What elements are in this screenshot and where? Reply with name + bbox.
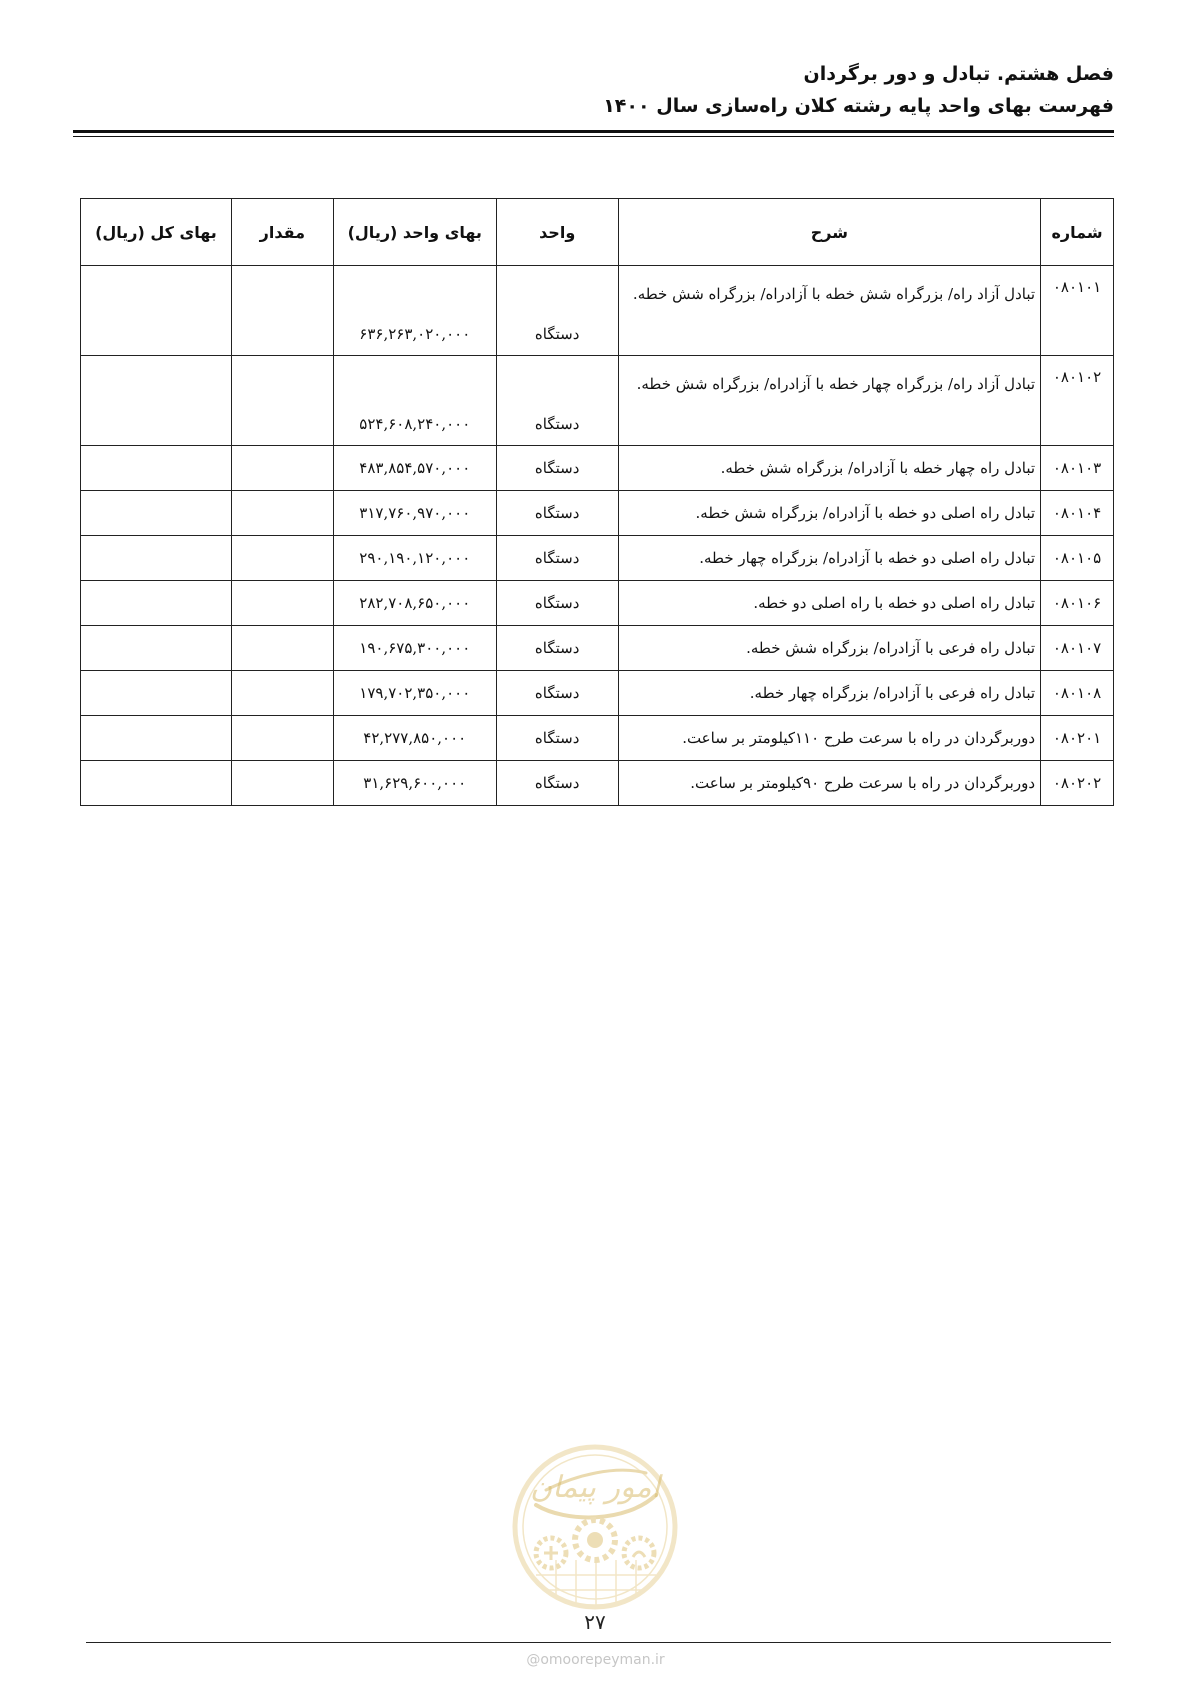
column-header-total-price: بهای کل (ریال)	[81, 199, 232, 266]
item-total-price	[81, 356, 232, 446]
item-unit-price: ۳۱,۶۲۹,۶۰۰,۰۰۰	[333, 761, 496, 806]
page-number: ۲۷	[584, 1610, 606, 1634]
column-header-unit: واحد	[496, 199, 618, 266]
item-number: ۰۸۰۱۰۸	[1041, 671, 1114, 716]
item-unit-price: ۲۸۲,۷۰۸,۶۵۰,۰۰۰	[333, 581, 496, 626]
item-quantity	[231, 446, 333, 491]
document-title: فهرست بهای واحد پایه رشته کلان راه‌سازی سال ۱۴۰۰	[603, 95, 1114, 117]
item-total-price	[81, 491, 232, 536]
item-unit-price: ۵۲۴,۶۰۸,۲۴۰,۰۰۰	[333, 356, 496, 446]
table-row	[81, 536, 1114, 581]
item-unit: دستگاه	[496, 356, 618, 446]
item-description: تبادل راه اصلی دو خطه با راه اصلی دو خطه.	[618, 581, 1040, 626]
item-unit: دستگاه	[496, 716, 618, 761]
item-total-price	[81, 626, 232, 671]
table-row	[81, 581, 1114, 626]
footer-rule	[86, 1642, 1111, 1643]
item-number: ۰۸۰۲۰۱	[1041, 716, 1114, 761]
item-number: ۰۸۰۱۰۳	[1041, 446, 1114, 491]
item-number: ۰۸۰۱۰۷	[1041, 626, 1114, 671]
item-total-price	[81, 536, 232, 581]
item-unit-price: ۱۹۰,۶۷۵,۳۰۰,۰۰۰	[333, 626, 496, 671]
item-description: دوربرگردان در راه با سرعت طرح ۱۱۰کیلومتر بر ساعت.	[618, 716, 1040, 761]
item-quantity	[231, 761, 333, 806]
item-total-price	[81, 761, 232, 806]
logo-text: امور پیمان	[530, 1470, 660, 1505]
item-number: ۰۸۰۱۰۴	[1041, 491, 1114, 536]
item-unit-price: ۴۸۳,۸۵۴,۵۷۰,۰۰۰	[333, 446, 496, 491]
item-number: ۰۸۰۱۰۶	[1041, 581, 1114, 626]
column-header-quantity: مقدار	[231, 199, 333, 266]
item-description: تبادل راه اصلی دو خطه با آزادراه/ بزرگراه چهار خطه.	[618, 536, 1040, 581]
table-row	[81, 491, 1114, 536]
item-total-price	[81, 671, 232, 716]
item-unit: دستگاه	[496, 761, 618, 806]
header-rule-thin	[73, 136, 1114, 137]
item-unit: دستگاه	[496, 626, 618, 671]
item-quantity	[231, 356, 333, 446]
item-number: ۰۸۰۱۰۱	[1041, 266, 1114, 356]
website-watermark: @omoorepeyman.ir	[526, 1652, 665, 1668]
omoorepeyman-logo-watermark	[506, 1435, 684, 1625]
item-quantity	[231, 626, 333, 671]
item-unit-price: ۶۳۶,۲۶۳,۰۲۰,۰۰۰	[333, 266, 496, 356]
table-row	[81, 356, 1114, 446]
item-total-price	[81, 446, 232, 491]
item-unit-price: ۴۲,۲۷۷,۸۵۰,۰۰۰	[333, 716, 496, 761]
item-quantity	[231, 266, 333, 356]
table-row	[81, 446, 1114, 491]
page-header	[73, 58, 1114, 122]
column-header-unit-price: بهای واحد (ریال)	[333, 199, 496, 266]
table-row	[81, 761, 1114, 806]
item-unit: دستگاه	[496, 536, 618, 581]
item-unit-price: ۲۹۰,۱۹۰,۱۲۰,۰۰۰	[333, 536, 496, 581]
item-quantity	[231, 716, 333, 761]
item-description: تبادل راه اصلی دو خطه با آزادراه/ بزرگراه شش خطه.	[618, 491, 1040, 536]
item-quantity	[231, 671, 333, 716]
item-quantity	[231, 491, 333, 536]
table-row	[81, 671, 1114, 716]
item-unit: دستگاه	[496, 581, 618, 626]
item-unit: دستگاه	[496, 446, 618, 491]
table-row	[81, 626, 1114, 671]
item-unit: دستگاه	[496, 266, 618, 356]
item-description: تبادل راه فرعی با آزادراه/ بزرگراه شش خطه.	[618, 626, 1040, 671]
item-quantity	[231, 581, 333, 626]
table-row	[81, 266, 1114, 356]
column-header-number: شماره	[1041, 199, 1114, 266]
item-number: ۰۸۰۱۰۵	[1041, 536, 1114, 581]
item-description: دوربرگردان در راه با سرعت طرح ۹۰کیلومتر بر ساعت.	[618, 761, 1040, 806]
table-row	[81, 716, 1114, 761]
chapter-title: فصل هشتم. تبادل و دور برگردان	[803, 63, 1114, 85]
item-unit: دستگاه	[496, 491, 618, 536]
header-rule-thick	[73, 130, 1114, 133]
column-header-description: شرح	[618, 199, 1040, 266]
item-number: ۰۸۰۲۰۲	[1041, 761, 1114, 806]
item-number: ۰۸۰۱۰۲	[1041, 356, 1114, 446]
item-total-price	[81, 716, 232, 761]
item-quantity	[231, 536, 333, 581]
item-description: تبادل راه چهار خطه با آزادراه/ بزرگراه شش خطه.	[618, 446, 1040, 491]
table-header-row	[81, 199, 1114, 266]
item-total-price	[81, 581, 232, 626]
item-unit-price: ۱۷۹,۷۰۲,۳۵۰,۰۰۰	[333, 671, 496, 716]
item-total-price	[81, 266, 232, 356]
item-unit-price: ۳۱۷,۷۶۰,۹۷۰,۰۰۰	[333, 491, 496, 536]
item-description: تبادل آزاد راه/ بزرگراه شش خطه با آزادراه/ بزرگراه شش خطه.	[618, 266, 1040, 356]
item-unit: دستگاه	[496, 671, 618, 716]
price-table	[80, 198, 1114, 806]
item-description: تبادل راه فرعی با آزادراه/ بزرگراه چهار خطه.	[618, 671, 1040, 716]
item-description: تبادل آزاد راه/ بزرگراه چهار خطه با آزادراه/ بزرگراه شش خطه.	[618, 356, 1040, 446]
